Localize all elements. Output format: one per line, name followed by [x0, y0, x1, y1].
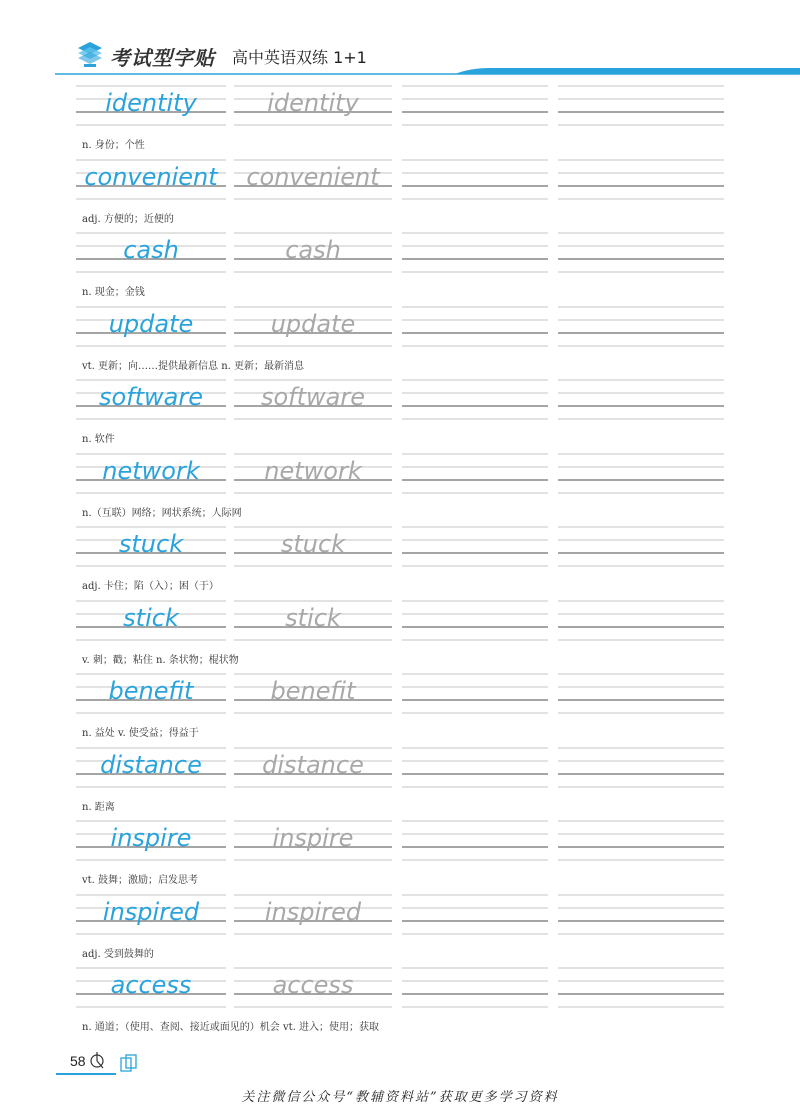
model-word: inspire: [110, 824, 192, 852]
practice-cell: [402, 668, 548, 720]
practice-cell: [402, 962, 548, 1014]
writing-guide-lines: [558, 374, 724, 426]
trace-word: network: [264, 456, 362, 485]
practice-cell: [402, 374, 548, 426]
writing-guide-lines: [402, 889, 548, 941]
practice-cell: [558, 301, 724, 353]
practice-cell: [402, 815, 548, 867]
word-entry: [76, 80, 724, 154]
book-outline-icon: [118, 1052, 140, 1074]
page-header: [0, 0, 800, 80]
practice-cell: [402, 595, 548, 647]
trace-word: access: [272, 971, 354, 999]
model-word-cell: [76, 815, 226, 867]
practice-cell: [558, 154, 724, 206]
model-word-cell: [76, 889, 226, 941]
writing-guide-lines: [558, 301, 724, 353]
model-word: software: [98, 383, 203, 411]
model-word-cell: [76, 521, 226, 573]
writing-guide-lines: [558, 521, 724, 573]
trace-word: benefit: [270, 677, 356, 705]
word-definition: n. 益处 v. 使受益；得益于: [82, 728, 199, 739]
trace-word-cell: [234, 742, 392, 794]
practice-cell: [402, 742, 548, 794]
trace-word-cell: [234, 889, 392, 941]
word-definition: n. 身份；个性: [82, 140, 145, 151]
model-word: update: [108, 309, 194, 338]
writing-guide-lines: [402, 227, 548, 279]
practice-cell: [402, 227, 548, 279]
brand-title: 考试型字贴: [110, 46, 215, 70]
word-definition: n. 通道；（使用、查阅、接近或面见的）机会 vt. 进入；使用；获取: [82, 1022, 380, 1033]
writing-guide-lines: [402, 962, 548, 1014]
trace-word: inspire: [272, 824, 354, 852]
word-entry: [76, 815, 724, 889]
page-number: 58: [70, 1053, 86, 1069]
practice-cell: [558, 962, 724, 1014]
word-entry: [76, 595, 724, 669]
writing-guide-lines: [402, 815, 548, 867]
trace-word-cell: [234, 301, 392, 353]
model-word-cell: [76, 742, 226, 794]
trace-word: cash: [285, 236, 341, 264]
trace-word: inspired: [264, 897, 362, 926]
practice-cell: [558, 227, 724, 279]
trace-word-cell: [234, 227, 392, 279]
writing-guide-lines: [402, 374, 548, 426]
writing-guide-lines: [558, 227, 724, 279]
model-word: network: [102, 456, 200, 485]
model-word: access: [110, 971, 192, 999]
trace-word: software: [260, 383, 365, 411]
trace-word: stick: [285, 603, 341, 632]
model-word-cell: [76, 668, 226, 720]
word-definition: vt. 更新；向……提供最新信息 n. 更新；最新消息: [82, 360, 305, 372]
model-word: cash: [123, 236, 179, 264]
writing-guide-lines: [558, 595, 724, 647]
word-definition: n. 现金；金钱: [82, 287, 145, 298]
trace-word: update: [270, 309, 356, 338]
writing-guide-lines: [402, 80, 548, 132]
writing-guide-lines: [402, 448, 548, 500]
word-entry: [76, 227, 724, 301]
model-word-cell: [76, 154, 226, 206]
trace-word-cell: [234, 521, 392, 573]
practice-cell: [402, 521, 548, 573]
writing-guide-lines: [558, 80, 724, 132]
model-word: benefit: [108, 677, 194, 705]
practice-cell: [558, 815, 724, 867]
model-word: convenient: [84, 162, 218, 191]
word-entry: [76, 374, 724, 448]
footer-rule: [56, 1070, 116, 1078]
writing-guide-lines: [402, 301, 548, 353]
trace-word-cell: [234, 154, 392, 206]
model-word-cell: [76, 301, 226, 353]
writing-guide-lines: [402, 154, 548, 206]
trace-word-cell: [234, 815, 392, 867]
practice-cell: [558, 80, 724, 132]
book-title: 高中英语双练 1+1: [232, 48, 367, 67]
practice-cell: [558, 521, 724, 573]
trace-word-cell: [234, 962, 392, 1014]
practice-cell: [558, 595, 724, 647]
practice-cell: [558, 889, 724, 941]
model-word-cell: [76, 962, 226, 1014]
pen-nib-icon: [88, 1050, 106, 1070]
header-rule: [0, 60, 800, 76]
word-definition: adj. 受到鼓舞的: [82, 948, 154, 960]
word-entry: [76, 962, 724, 1036]
trace-word-cell: [234, 80, 392, 132]
model-word: inspired: [102, 897, 200, 926]
model-word-cell: [76, 227, 226, 279]
word-practice-list: [76, 80, 724, 1036]
writing-guide-lines: [558, 962, 724, 1014]
word-entry: [76, 448, 724, 522]
trace-word-cell: [234, 448, 392, 500]
word-definition: v. 刺；戳；粘住 n. 条状物；棍状物: [82, 654, 239, 666]
practice-cell: [558, 374, 724, 426]
model-word-cell: [76, 448, 226, 500]
writing-guide-lines: [558, 448, 724, 500]
practice-cell: [402, 80, 548, 132]
trace-word: stuck: [280, 530, 346, 558]
writing-guide-lines: [402, 742, 548, 794]
word-definition: vt. 鼓舞；激励；启发思考: [82, 875, 199, 886]
trace-word: convenient: [246, 162, 380, 191]
model-word: stick: [123, 603, 179, 632]
word-definition: n.（互联）网络；网状系统；人际网: [82, 507, 242, 519]
writing-guide-lines: [558, 154, 724, 206]
trace-word: distance: [262, 750, 364, 779]
word-definition: n. 软件: [82, 434, 115, 445]
writing-guide-lines: [558, 889, 724, 941]
trace-word-cell: [234, 595, 392, 647]
word-entry: [76, 889, 724, 963]
word-entry: [76, 301, 724, 375]
model-word: identity: [105, 89, 197, 117]
practice-cell: [402, 301, 548, 353]
writing-guide-lines: [558, 815, 724, 867]
word-definition: n. 距离: [82, 801, 115, 813]
word-definition: adj. 方便的；近便的: [82, 213, 174, 225]
word-entry: [76, 154, 724, 228]
practice-cell: [558, 742, 724, 794]
model-word-cell: [76, 80, 226, 132]
writing-guide-lines: [402, 595, 548, 647]
practice-cell: [558, 668, 724, 720]
model-word-cell: [76, 374, 226, 426]
practice-cell: [402, 154, 548, 206]
trace-word-cell: [234, 668, 392, 720]
practice-cell: [558, 448, 724, 500]
model-word: stuck: [118, 530, 184, 558]
word-entry: [76, 668, 724, 742]
word-entry: [76, 521, 724, 595]
footer-note: 关注微信公众号“教辅资料站”获取更多学习资料: [241, 1090, 559, 1105]
model-word: distance: [100, 750, 202, 779]
practice-cell: [402, 889, 548, 941]
writing-guide-lines: [558, 742, 724, 794]
writing-guide-lines: [402, 521, 548, 573]
writing-guide-lines: [402, 668, 548, 720]
practice-cell: [402, 448, 548, 500]
trace-word: identity: [267, 89, 359, 117]
model-word-cell: [76, 595, 226, 647]
word-definition: adj. 卡住；陷（入）；困（于）: [82, 581, 219, 592]
word-entry: [76, 742, 724, 816]
writing-guide-lines: [558, 668, 724, 720]
trace-word-cell: [234, 374, 392, 426]
